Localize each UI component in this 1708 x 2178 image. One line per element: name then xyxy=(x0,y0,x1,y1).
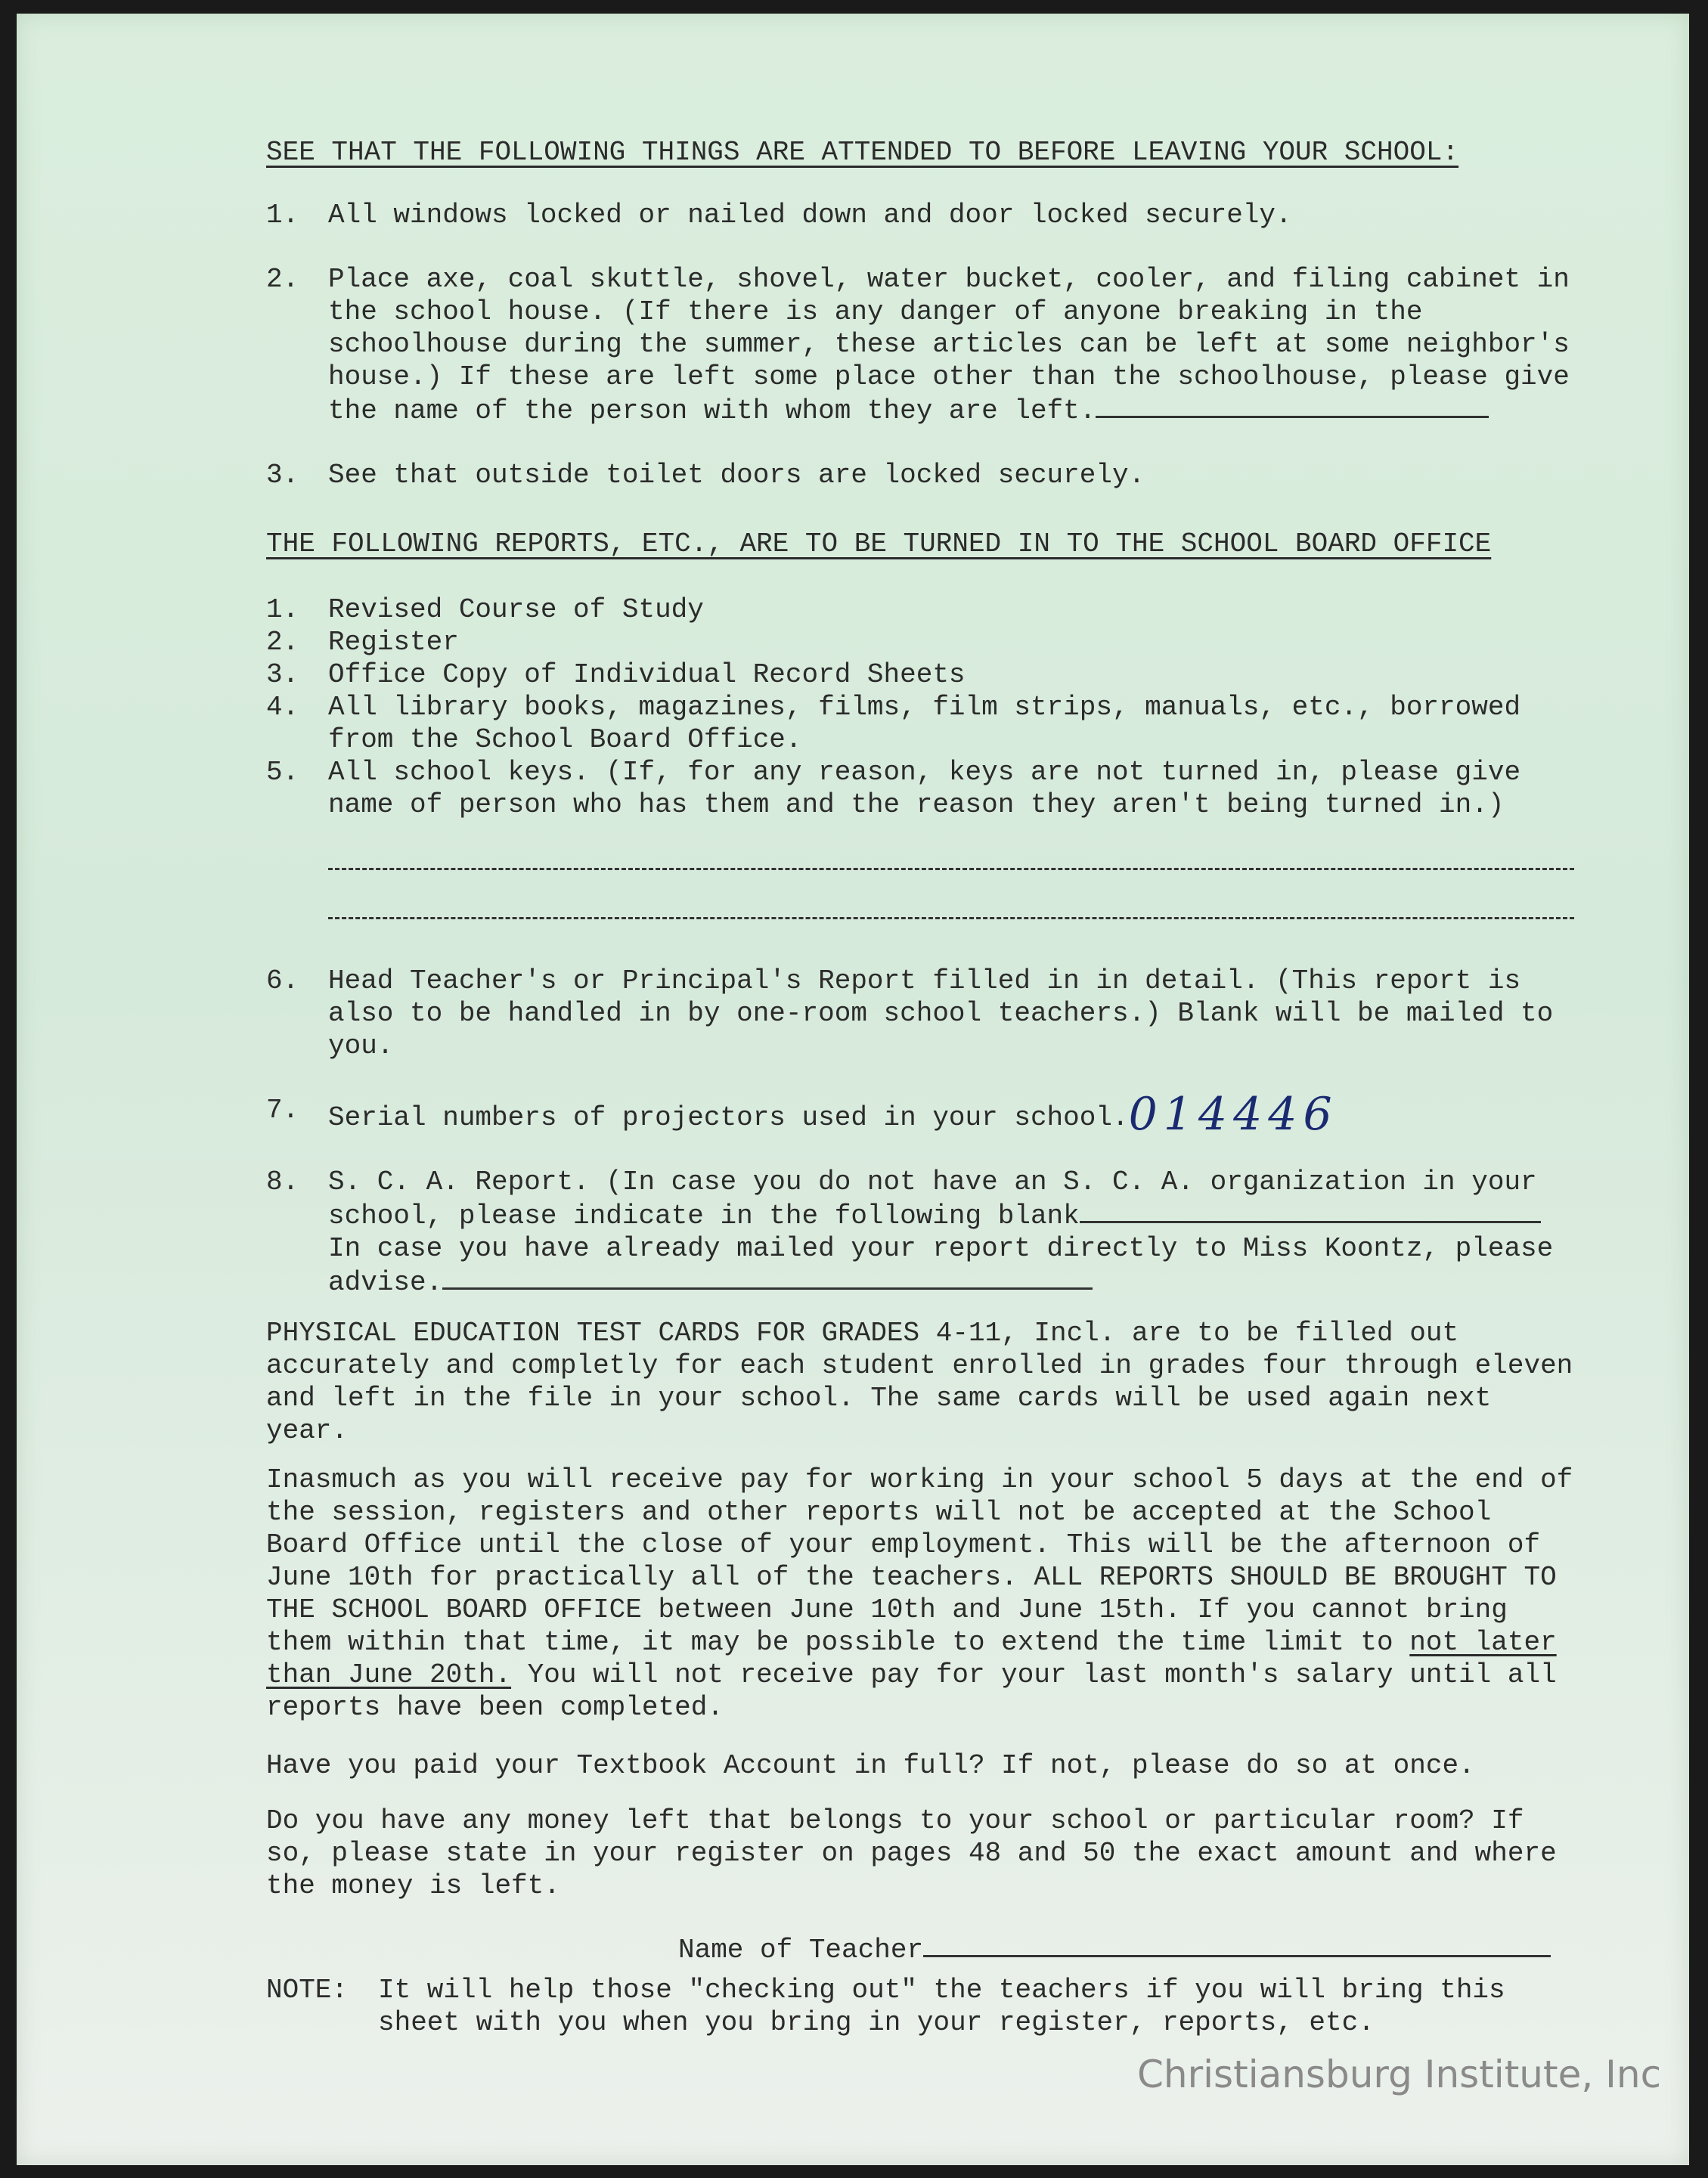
list-item: 3. Office Copy of Individual Record Sheets xyxy=(266,659,966,690)
teacher-name-row xyxy=(678,1932,1582,1966)
list-item: 7. Serial numbers of projectors used in your school.014446 xyxy=(266,1088,1338,1141)
person-name-blank[interactable] xyxy=(1096,393,1489,418)
list-item: 8. S. C. A. Report. (In case you do not have an S. C. A. organization in your school, please indicate in the following blank In case you have already mailed your report directly to Miss Koontz, please advise. xyxy=(266,1166,1554,1298)
keys-blank-line-2[interactable] xyxy=(328,916,1574,919)
watermark: Christiansburg Institute, Inc xyxy=(1137,2053,1662,2096)
pay-paragraph: Inasmuch as you will receive pay for working in your school 5 days at the end of the session, registers and other reports will not be accepted at the School Board Office until the close of your employment. This will be the afternoon of June 10th for practically all of the teachers. ALL REPORTS SHOULD BE BROUGHT TO THE SCHOOL BOARD OFFICE between June 10th and June 15th. If you cannot bring them within that time, it may be possible to extend the time limit to not later than June 20th. You will not receive pay for your last month's salary until all reports have been completed. xyxy=(266,1464,1573,1723)
money-paragraph: Do you have any money left that belongs to your school or particular room? If so, please state in your register on pages 48 and 50 the exact amount and where the money is left. xyxy=(266,1805,1557,1901)
advise-blank[interactable] xyxy=(442,1265,1093,1290)
list-item: 4. All library books, magazines, films, film strips, manuals, etc., borrowed from the School Board Office. xyxy=(266,692,1521,755)
keys-blank-line-1[interactable] xyxy=(328,866,1574,870)
sca-blank[interactable] xyxy=(1080,1198,1541,1223)
list-item: 3. See that outside toilet doors are locked securely. xyxy=(266,460,1145,491)
list-item: 6. Head Teacher's or Principal's Report filled in in detail. (This report is also to be handled in by one-room school teachers.) Blank will be mailed to you. xyxy=(266,965,1554,1061)
note: NOTE: It will help those "checking out" the teachers if you will bring this sheet with you when you bring in your register, reports, etc. xyxy=(266,1975,1505,2038)
document-body xyxy=(243,136,1582,2039)
list-item: 5. All school keys. (If, for any reason, keys are not turned in, please give name of person who has them and the reason they aren't being turned in.) xyxy=(266,757,1521,820)
handwritten-serial-number: 014446 xyxy=(1128,1088,1338,1141)
list-item: 1. Revised Course of Study xyxy=(266,594,704,625)
teacher-name-label: Name of Teacher xyxy=(678,1935,924,1966)
document-page xyxy=(17,14,1689,2165)
list-item: 2. Place axe, coal skuttle, shovel, water bucket, cooler, and filing cabinet in the school house. (If there is any danger of anyone breaking in the schoolhouse during the summer, these articles can be left at some neighbor's house.) If these are left some place other than the schoolhouse, please give the name of the person with whom they are left. xyxy=(266,264,1570,426)
section1-heading: SEE THAT THE FOLLOWING THINGS ARE ATTENDED TO BEFORE LEAVING YOUR SCHOOL: xyxy=(266,137,1459,168)
list-item: 2. Register xyxy=(266,627,459,658)
list-item: 1. All windows locked or nailed down and door locked securely. xyxy=(266,200,1292,231)
textbook-paragraph: Have you paid your Textbook Account in full? If not, please do so at once. xyxy=(266,1750,1475,1781)
pe-paragraph: PHYSICAL EDUCATION TEST CARDS FOR GRADES 4-11, Incl. are to be filled out accurately and completly for each student enrolled in grades four through eleven and left in the file in your school. The same cards will be used again next year. xyxy=(266,1318,1573,1446)
section2-heading: THE FOLLOWING REPORTS, ETC., ARE TO BE TURNED IN TO THE SCHOOL BOARD OFFICE xyxy=(266,528,1492,559)
teacher-name-blank[interactable] xyxy=(923,1932,1551,1957)
